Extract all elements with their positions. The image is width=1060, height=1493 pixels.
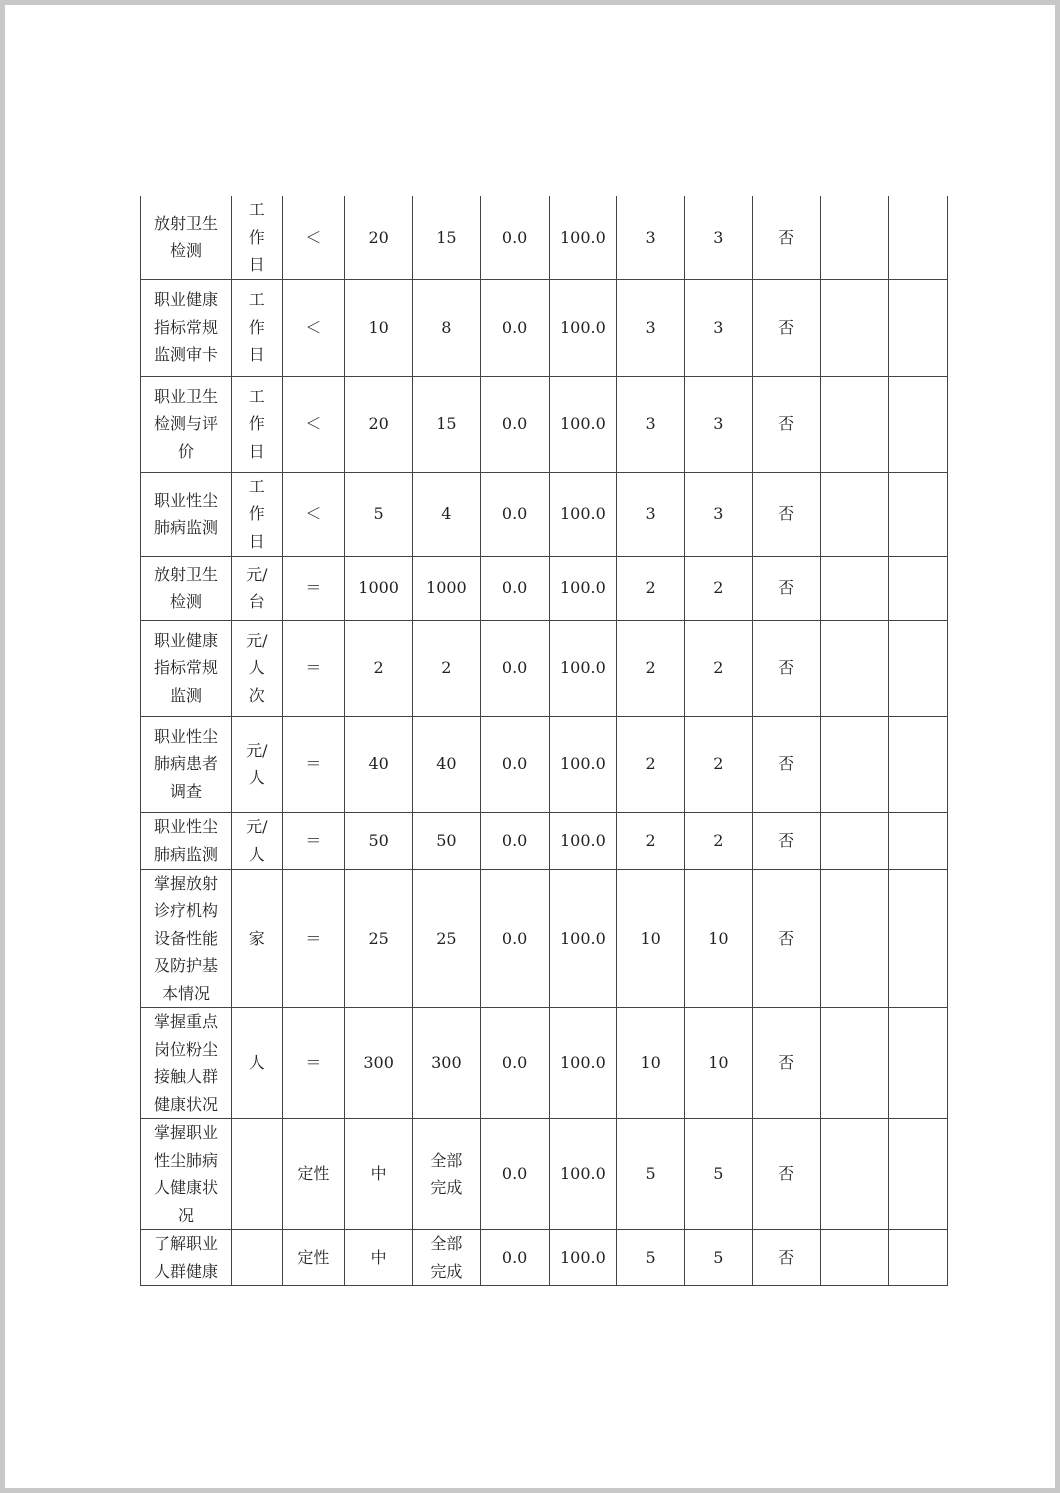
cell-text: 100.0 [559,1053,606,1073]
cell-text: 15 [436,414,457,434]
cell-deviation [752,472,820,556]
cell-note [889,1230,948,1286]
cell-weight [617,620,685,716]
cell-text: 10 [708,928,729,948]
table-row [141,869,948,1008]
cell-text: 100.0 [559,754,606,774]
cell-operator [282,472,345,556]
cell-target [345,376,413,472]
cell-text: 100.0 [559,1164,606,1184]
cell-text: 3 [645,414,656,434]
cell-unit [232,620,283,716]
cell-text: 2 [373,658,384,678]
cell-weight [617,1008,685,1119]
cell-text: 5 [713,1164,724,1184]
cell-text: 掌握重点 岗位粉尘 接触人群 健康状况 [153,1012,218,1114]
cell-text: 0.0 [501,928,528,948]
cell-text: 2 [645,754,656,774]
cell-complete-high [549,376,617,472]
cell-weight [617,196,685,279]
cell-text: 否 [778,227,795,247]
cell-text: 2 [441,658,452,678]
cell-deviation [752,279,820,376]
cell-text: 全部 完成 [430,1150,463,1197]
cell-text: 否 [778,1053,795,1073]
cell-unit [232,1008,283,1119]
cell-complete-high [549,196,617,279]
table-row [141,1008,948,1119]
cell-text: ＜ [305,317,322,337]
cell-text: 25 [436,928,457,948]
cell-text: 1000 [426,578,467,598]
cell-score [685,1008,753,1119]
cell-text: 8 [441,317,452,337]
cell-operator [282,1119,345,1230]
cell-target [345,869,413,1008]
cell-text: 10 [368,317,389,337]
cell-text: 0.0 [501,1053,528,1073]
cell-indicator [141,196,232,279]
cell-note [889,472,948,556]
cell-unit [232,196,283,279]
cell-reason [820,472,889,556]
cell-complete-high [549,472,617,556]
cell-text: 100.0 [559,504,606,524]
cell-text: 2 [645,658,656,678]
cell-complete-high [549,620,617,716]
cell-target [345,196,413,279]
performance-indicator-table [140,196,948,1286]
cell-text: 100.0 [559,578,606,598]
cell-text: 0.0 [501,227,528,247]
cell-reason [820,812,889,869]
cell-operator [282,869,345,1008]
cell-deviation [752,1230,820,1286]
cell-deviation [752,556,820,620]
cell-operator [282,620,345,716]
cell-unit [232,1119,283,1230]
cell-actual [413,279,481,376]
cell-weight [617,376,685,472]
table-row [141,556,948,620]
cell-score [685,812,753,869]
cell-score [685,279,753,376]
table-row [141,620,948,716]
cell-reason [820,196,889,279]
cell-text: 300 [431,1053,462,1073]
cell-text: 3 [645,227,656,247]
cell-indicator [141,279,232,376]
cell-complete-high [549,556,617,620]
cell-text: 定性 [297,1164,330,1184]
cell-score [685,1119,753,1230]
cell-note [889,196,948,279]
cell-target [345,1119,413,1230]
cell-unit [232,279,283,376]
cell-text: 3 [713,317,724,337]
cell-text: 2 [713,830,724,850]
cell-text: 放射卫生 检测 [153,213,218,261]
cell-note [889,716,948,812]
cell-actual [413,472,481,556]
cell-text: 5 [645,1164,656,1184]
table-row [141,1230,948,1286]
cell-weight [617,472,685,556]
cell-actual [413,812,481,869]
table-row [141,376,948,472]
cell-actual [413,620,481,716]
cell-reason [820,620,889,716]
cell-indicator [141,716,232,812]
cell-text: 0.0 [501,504,528,524]
cell-score [685,620,753,716]
cell-text: 3 [713,227,724,247]
cell-text: 10 [640,1053,661,1073]
cell-score [685,556,753,620]
cell-text: 100.0 [559,317,606,337]
cell-indicator [141,1230,232,1286]
cell-text: 0.0 [501,1247,528,1267]
cell-score [685,716,753,812]
cell-deviation [752,196,820,279]
table-row [141,716,948,812]
cell-text: 5 [713,1247,724,1267]
cell-indicator [141,376,232,472]
cell-actual [413,376,481,472]
cell-text: 元/ 人 [246,740,268,787]
cell-text: 0.0 [501,414,528,434]
cell-text: 0.0 [501,1164,528,1184]
cell-text: 10 [640,928,661,948]
cell-reason [820,279,889,376]
cell-text: 工 作 日 [248,290,265,365]
cell-text: 元/ 台 [246,564,268,611]
cell-weight [617,869,685,1008]
cell-text: 掌握放射 诊疗机构 设备性能 及防护基 本情况 [153,873,218,1003]
cell-complete-low [480,472,549,556]
cell-text: 元/ 人 [246,817,268,864]
cell-weight [617,716,685,812]
cell-text: 职业健康 指标常规 监测审卡 [153,290,218,365]
cell-text: 5 [645,1247,656,1267]
cell-note [889,869,948,1008]
cell-unit [232,472,283,556]
cell-text: 100.0 [559,830,606,850]
cell-complete-high [549,869,617,1008]
cell-weight [617,279,685,376]
cell-unit [232,1230,283,1286]
document-page [5,5,1055,1488]
table-row [141,812,948,869]
cell-target [345,1008,413,1119]
cell-deviation [752,1008,820,1119]
cell-unit [232,716,283,812]
cell-target [345,556,413,620]
cell-text: 家 [248,928,265,948]
cell-text: 2 [713,658,724,678]
table-row [141,1119,948,1230]
cell-deviation [752,812,820,869]
cell-operator [282,279,345,376]
cell-text: 3 [713,504,724,524]
cell-weight [617,812,685,869]
table-body [141,196,948,1286]
cell-weight [617,1230,685,1286]
cell-weight [617,1119,685,1230]
cell-complete-high [549,1008,617,1119]
cell-text: 工 作 日 [248,386,265,461]
cell-text: ＜ [305,414,322,434]
cell-complete-low [480,1119,549,1230]
cell-text: ＜ [305,504,322,524]
cell-target [345,279,413,376]
cell-text: 了解职业 人群健康 [153,1234,218,1281]
cell-text: 否 [778,1247,795,1267]
cell-unit [232,376,283,472]
cell-text: 50 [368,830,389,850]
cell-actual [413,869,481,1008]
cell-unit [232,812,283,869]
cell-text: 100.0 [559,414,606,434]
cell-text: 4 [441,504,452,524]
cell-text: 300 [363,1053,394,1073]
cell-text: ＝ [305,578,322,598]
cell-target [345,1230,413,1286]
cell-complete-low [480,716,549,812]
cell-text: 1000 [358,578,399,598]
cell-text: 100.0 [559,1247,606,1267]
cell-text: 0.0 [501,658,528,678]
cell-text: 职业性尘 肺病监测 [153,490,218,537]
cell-text: 0.0 [501,754,528,774]
cell-text: 3 [645,504,656,524]
cell-text: ＝ [305,658,322,678]
cell-text: 元/ 人 次 [246,630,268,705]
cell-complete-low [480,376,549,472]
cell-target [345,716,413,812]
cell-complete-low [480,812,549,869]
cell-text: 40 [436,754,457,774]
cell-text: 工 作 日 [248,200,265,274]
cell-deviation [752,716,820,812]
cell-text: ＝ [305,1053,322,1073]
cell-text: 否 [778,1164,795,1184]
table-row [141,279,948,376]
cell-text: 职业性尘 肺病患者 调查 [153,726,218,801]
cell-operator [282,376,345,472]
cell-indicator [141,812,232,869]
cell-complete-low [480,1230,549,1286]
cell-indicator [141,1119,232,1230]
cell-deviation [752,869,820,1008]
cell-note [889,812,948,869]
cell-target [345,812,413,869]
cell-text: 否 [778,578,795,598]
cell-complete-low [480,869,549,1008]
cell-note [889,279,948,376]
cell-text: 放射卫生 检测 [153,564,218,611]
cell-text: 3 [645,317,656,337]
cell-text: 0.0 [501,830,528,850]
cell-indicator [141,472,232,556]
cell-actual [413,1008,481,1119]
cell-operator [282,196,345,279]
cell-note [889,620,948,716]
cell-text: 否 [778,414,795,434]
cell-reason [820,1119,889,1230]
cell-text: 职业健康 指标常规 监测 [153,630,218,705]
cell-operator [282,1008,345,1119]
cell-score [685,1230,753,1286]
cell-actual [413,1230,481,1286]
cell-text: ＝ [305,830,322,850]
cell-complete-high [549,1230,617,1286]
cell-text: 职业卫生 检测与评 价 [153,386,218,461]
cell-score [685,376,753,472]
cell-score [685,196,753,279]
cell-text: 15 [436,227,457,247]
cell-indicator [141,869,232,1008]
cell-note [889,1119,948,1230]
cell-target [345,472,413,556]
cell-text: 掌握职业 性尘肺病 人健康状 况 [153,1123,218,1225]
cell-score [685,869,753,1008]
cell-actual [413,556,481,620]
cell-indicator [141,556,232,620]
cell-text: 否 [778,317,795,337]
cell-text: 50 [436,830,457,850]
cell-complete-high [549,716,617,812]
cell-operator [282,556,345,620]
cell-text: 3 [713,414,724,434]
cell-text: 职业性尘 肺病监测 [153,817,218,864]
cell-deviation [752,1119,820,1230]
cell-complete-low [480,556,549,620]
cell-reason [820,1230,889,1286]
cell-actual [413,716,481,812]
cell-text: 40 [368,754,389,774]
cell-text: 否 [778,504,795,524]
cell-text: 2 [713,754,724,774]
cell-text: 2 [645,830,656,850]
cell-complete-low [480,620,549,716]
cell-target [345,620,413,716]
cell-text: 20 [368,227,389,247]
cell-text: 否 [778,658,795,678]
cell-text: 10 [708,1053,729,1073]
cell-complete-low [480,279,549,376]
cell-reason [820,716,889,812]
cell-reason [820,556,889,620]
cell-text: ＝ [305,754,322,774]
cell-text: 100.0 [559,658,606,678]
table-row [141,472,948,556]
cell-complete-high [549,1119,617,1230]
cell-text: 100.0 [559,227,606,247]
cell-text: 全部 完成 [430,1234,463,1281]
cell-text: 中 [370,1247,387,1267]
cell-text: 5 [373,504,384,524]
cell-text: ＝ [305,928,322,948]
cell-score [685,472,753,556]
cell-reason [820,869,889,1008]
cell-text: 20 [368,414,389,434]
cell-unit [232,869,283,1008]
cell-text: 否 [778,830,795,850]
cell-complete-high [549,812,617,869]
cell-weight [617,556,685,620]
cell-text: 2 [645,578,656,598]
cell-operator [282,812,345,869]
cell-note [889,556,948,620]
cell-deviation [752,620,820,716]
cell-indicator [141,1008,232,1119]
cell-text: ＜ [305,227,322,247]
cell-text: 否 [778,754,795,774]
cell-complete-low [480,196,549,279]
cell-reason [820,376,889,472]
cell-complete-low [480,1008,549,1119]
cell-text: 定性 [297,1247,330,1267]
cell-unit [232,556,283,620]
cell-text: 2 [713,578,724,598]
cell-note [889,376,948,472]
cell-reason [820,1008,889,1119]
cell-text: 否 [778,928,795,948]
cell-text: 0.0 [501,317,528,337]
cell-complete-high [549,279,617,376]
cell-deviation [752,376,820,472]
cell-actual [413,196,481,279]
cell-operator [282,1230,345,1286]
table-row [141,196,948,279]
cell-text: 人 [248,1053,265,1073]
cell-text: 25 [368,928,389,948]
cell-operator [282,716,345,812]
cell-text: 中 [370,1164,387,1184]
cell-indicator [141,620,232,716]
cell-text: 0.0 [501,578,528,598]
cell-note [889,1008,948,1119]
cell-text: 100.0 [559,928,606,948]
cell-text: 工 作 日 [248,476,265,551]
cell-actual [413,1119,481,1230]
